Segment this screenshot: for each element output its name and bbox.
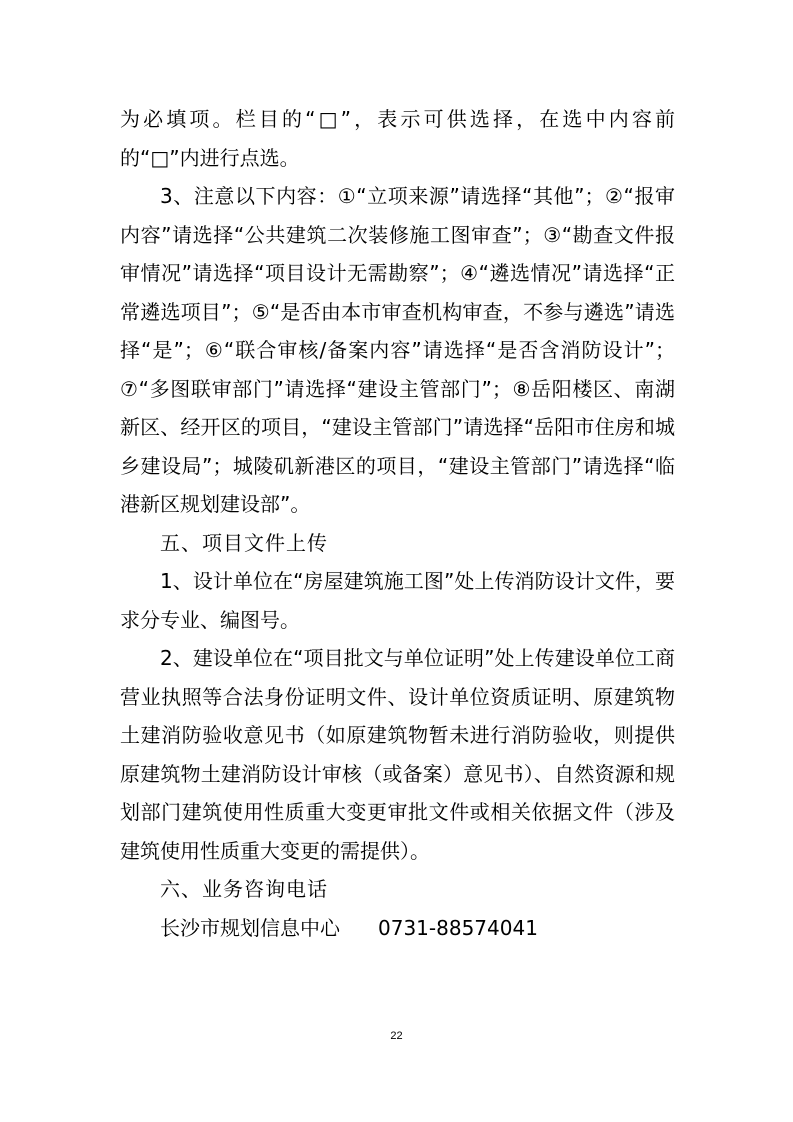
contact-org: 长沙市规划信息中心 bbox=[160, 915, 340, 940]
section-heading-6: 六、业务咨询电话 bbox=[160, 877, 328, 901]
paragraph-5-2: 2、建设单位在“项目批文与单位证明”处上传建设单位工商营业执照等合法身份证明文件、设计单位资质证明、原建筑物土建消防验收意见书（如原建筑物暂未进行消防验收，则提供原建筑物土建消防设计审核（或备案）意见书）、自然资源和规划部门建筑使用性质重大变更审批文件或相关依据文件（涉及建筑使用性质重大变更的需提供）。 bbox=[120, 646, 675, 863]
document-body bbox=[120, 100, 675, 947]
contact-line bbox=[120, 909, 675, 948]
contact-phone: 0731-88574041 bbox=[378, 915, 538, 940]
section-heading-5: 五、项目文件上传 bbox=[160, 530, 328, 555]
paragraph-item-3: 3、注意以下内容：①“立项来源”请选择“其他”；②“报审内容”请选择“公共建筑二次装修施工图审查”；③“勘查文件报审情况”请选择“项目设计无需勘察”；④“遴选情况”请选择“正常遴选项目”；⑤“是否由本市审查机构审查，不参与遴选”请选择“是”；⑥“联合审核/备案内容”请选择“是否含消防设计”；⑦“多图联审部门”请选择“建设主管部门”；⑧岳阳楼区、南湖新区、经开区的项目，“建设主管部门”请选择“岳阳市住房和城乡建设局”；城陵矶新港区的项目，“建设主管部门”请选择“临港新区规划建设部”。 bbox=[120, 184, 675, 516]
paragraph-intro: 为必填项。栏目的“□”，表示可供选择，在选中内容前的“□”内进行点选。 bbox=[120, 107, 675, 170]
paragraph-5-1: 1、设计单位在“房屋建筑施工图”处上传消防设计文件，要求分专业、编图号。 bbox=[120, 569, 675, 632]
page-number: 22 bbox=[390, 1030, 403, 1042]
